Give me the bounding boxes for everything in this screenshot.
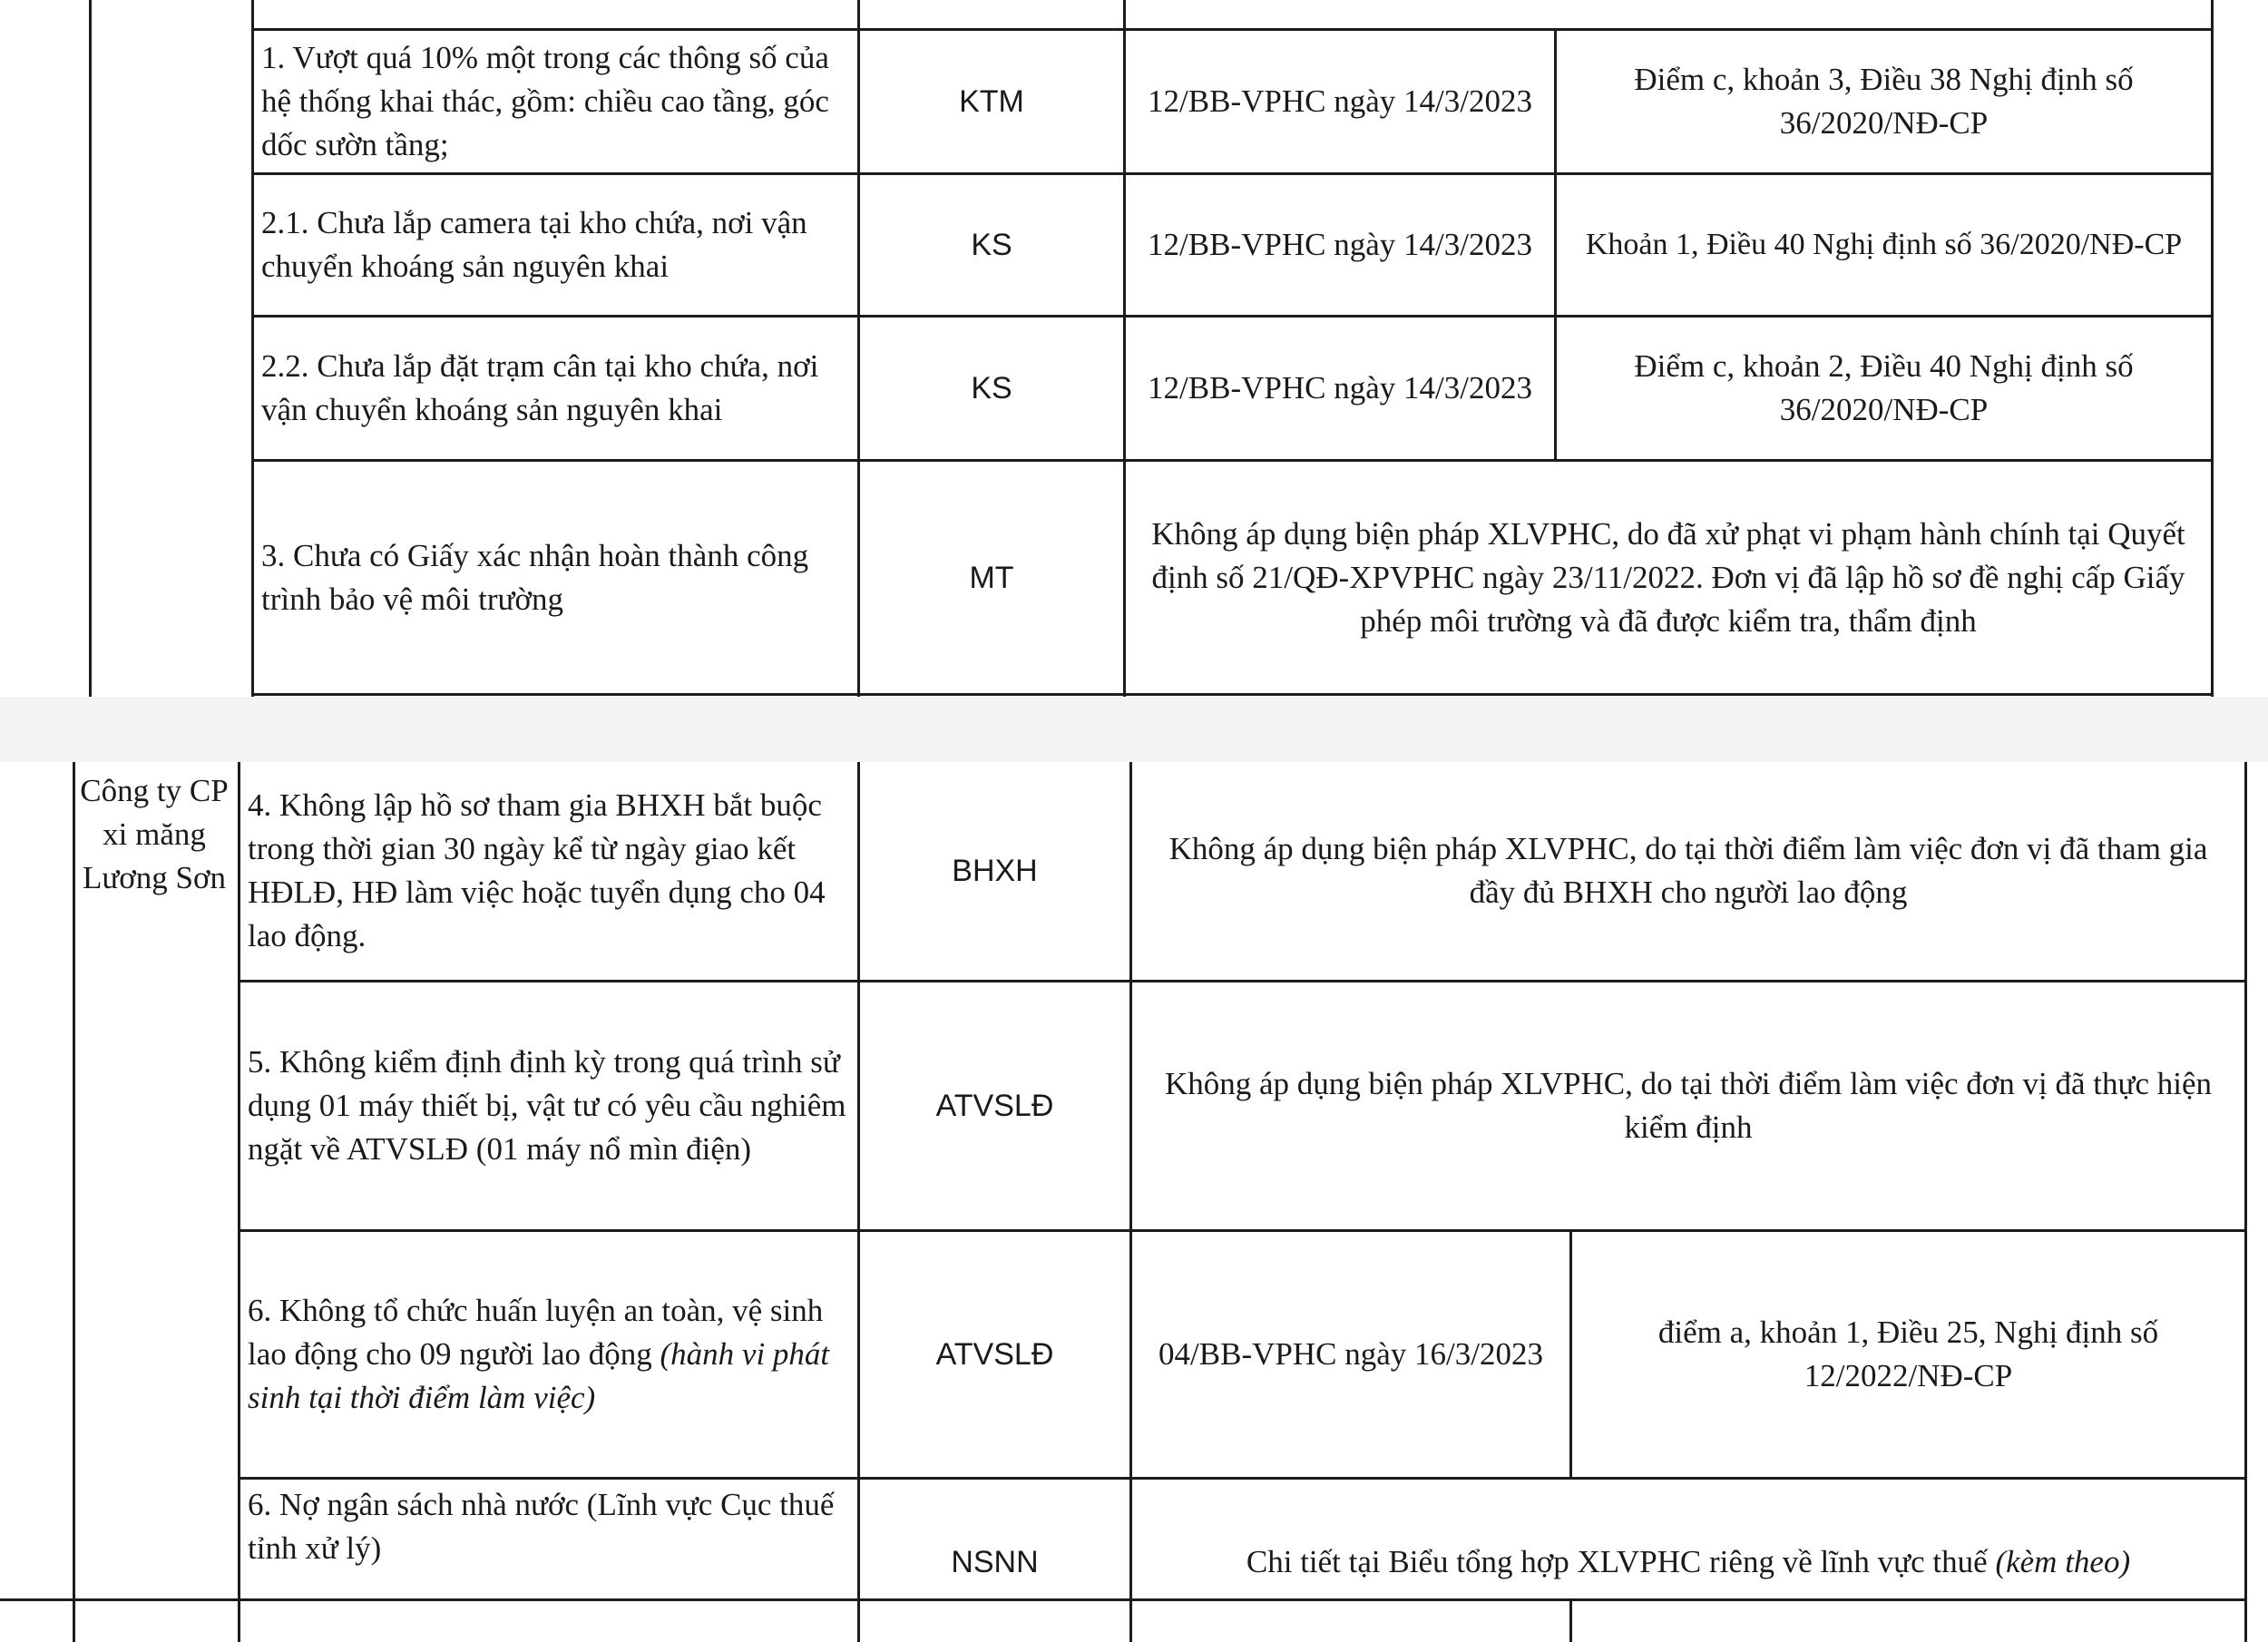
- record-cell: 12/BB-VPHC ngày 14/3/2023: [1148, 227, 1532, 262]
- violation-cell: 6. Nợ ngân sách nhà nước (Lĩnh vực Cục thuế tỉnh xử lý): [248, 1487, 835, 1566]
- company-name: Công ty CP xi măng Lương Sơn: [80, 773, 229, 895]
- legal-basis-cell: Khoản 1, Điều 40 Nghị định số 36/2020/NĐ-CP: [1585, 228, 2183, 261]
- field-cell: KTM: [959, 84, 1024, 119]
- field-cell: ATVSLĐ: [935, 1337, 1054, 1372]
- row-line: [0, 1598, 2247, 1601]
- record-cell: 12/BB-VPHC ngày 14/3/2023: [1148, 370, 1532, 406]
- note-cell: Không áp dụng biện pháp XLVPHC, do tại thời điểm làm việc đơn vị đã tham gia đầy đủ BHXH cho người lao động: [1168, 831, 2208, 910]
- record-cell: 12/BB-VPHC ngày 14/3/2023: [1148, 83, 1532, 119]
- row-line: [251, 693, 2214, 696]
- column-line: [2211, 0, 2214, 697]
- violation-cell: 5. Không kiểm định định kỳ trong quá trình sử dụng 01 máy thiết bị, vật tư có yêu cầu nghiêm ngặt về ATVSLĐ (01 máy nổ mìn điện): [248, 1044, 846, 1167]
- violation-text: 6. Không tổ chức huấn luyện an toàn, vệ sinh lao động cho 09 người lao động: [248, 1293, 824, 1372]
- field-cell: ATVSLĐ: [935, 1089, 1054, 1123]
- field-cell: KS: [971, 371, 1012, 406]
- violation-cell: 2.1. Chưa lắp camera tại kho chứa, nơi vận chuyển khoáng sản nguyên khai: [261, 205, 807, 284]
- column-line: [89, 0, 92, 697]
- violation-cell: 1. Vượt quá 10% một trong các thông số của hệ thống khai thác, gồm: chiều cao tầng, góc dốc sườn tầng;: [261, 40, 829, 162]
- legal-basis-cell: Điểm c, khoản 3, Điều 38 Nghị định số 36/2020/NĐ-CP: [1634, 62, 2134, 141]
- field-cell: KS: [971, 228, 1012, 262]
- note-text: Chi tiết tại Biểu tổng hợp XLVPHC riêng về lĩnh vực thuế: [1246, 1544, 1988, 1579]
- field-cell: BHXH: [952, 854, 1038, 888]
- violation-italic-note: (hành vi phát sinh tại thời điểm làm việc): [248, 1336, 830, 1415]
- note-cell: [1132, 1480, 2244, 1598]
- record-cell: 04/BB-VPHC ngày 16/3/2023: [1158, 1336, 1543, 1372]
- column-line: [2244, 762, 2247, 1642]
- legal-basis-cell: Điểm c, khoản 2, Điều 40 Nghị định số 36/2020/NĐ-CP: [1634, 348, 2134, 427]
- violation-cell: 4. Không lập hồ sơ tham gia BHXH bắt buộc trong thời gian 30 ngày kể từ ngày giao kết HĐLĐ, HĐ làm việc hoặc tuyển dụng cho 04 lao động.: [248, 787, 826, 953]
- field-cell: MT: [969, 560, 1014, 595]
- violation-cell: 2.2. Chưa lắp đặt trạm cân tại kho chứa, nơi vận chuyển khoáng sản nguyên khai: [261, 348, 819, 427]
- note-cell: Không áp dụng biện pháp XLVPHC, do đã xử phạt vi phạm hành chính tại Quyết định số 21/QĐ-XPVPHC ngày 23/11/2022. Đơn vị đã lập hồ sơ đề nghị cấp Giấy phép môi trường và đã được kiểm tra, thẩm định: [1151, 515, 2185, 639]
- violation-cell: 3. Chưa có Giấy xác nhận hoàn thành công trình bảo vệ môi trường: [261, 537, 809, 617]
- segment-gap: [0, 697, 2268, 762]
- violation-cell: [240, 1232, 857, 1477]
- column-line: [1569, 1598, 1572, 1642]
- legal-basis-cell: điểm a, khoản 1, Điều 25, Nghị định số 12/2022/NĐ-CP: [1657, 1315, 2159, 1393]
- field-cell: NSNN: [951, 1545, 1039, 1579]
- note-cell: Không áp dụng biện pháp XLVPHC, do tại thời điểm làm việc đơn vị đã thực hiện kiểm định: [1164, 1066, 2213, 1145]
- note-italic: (kèm theo): [1995, 1544, 2131, 1579]
